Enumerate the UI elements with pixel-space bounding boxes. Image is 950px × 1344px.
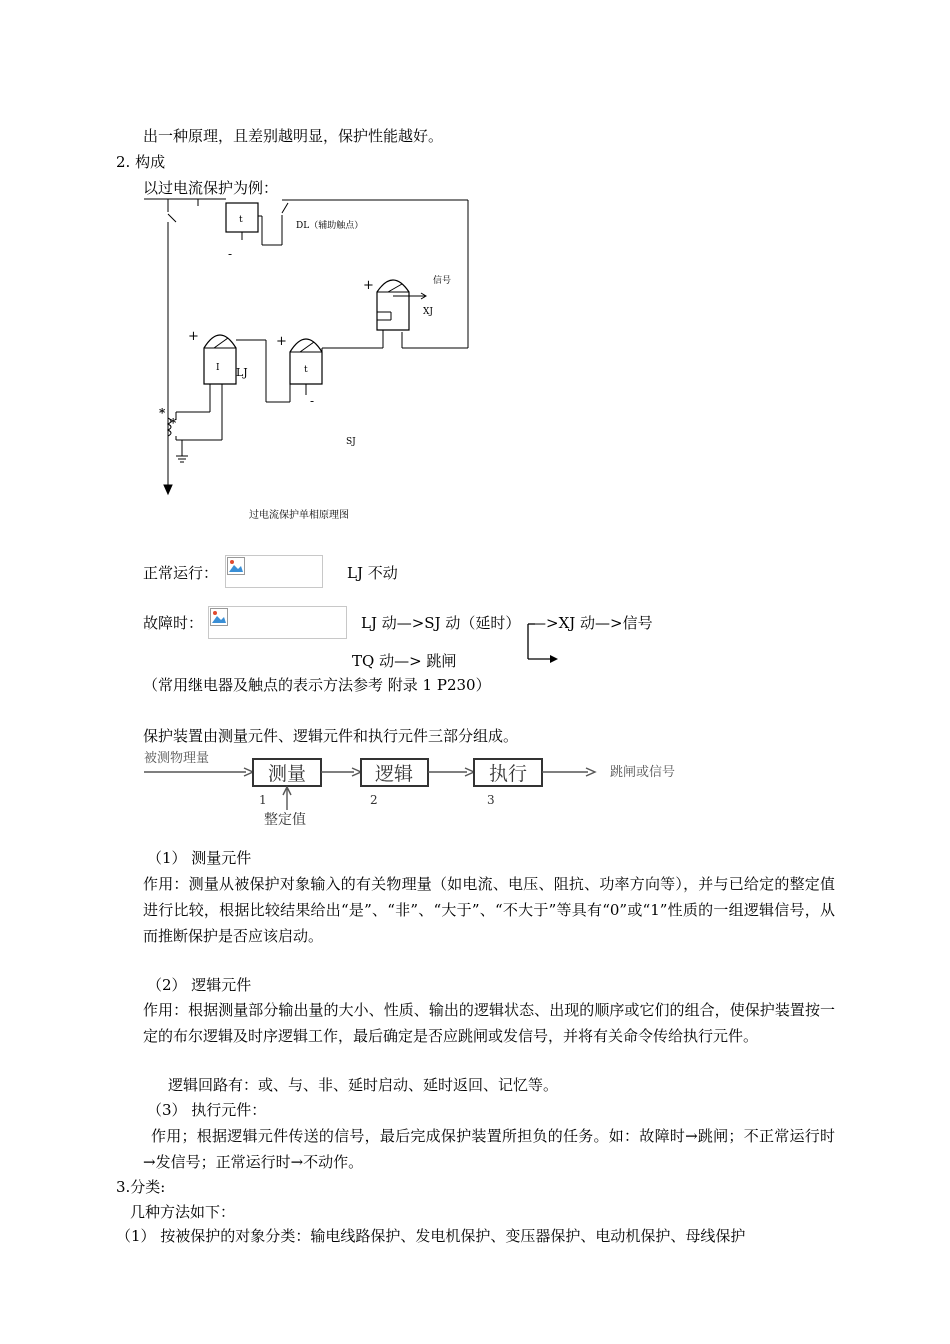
input-label: 被测物理量	[144, 751, 210, 766]
item-3-heading: （3） 执行元件：	[147, 1101, 267, 1119]
ct-star-2: *	[170, 416, 177, 430]
broken-image-icon	[227, 557, 245, 575]
plus-label-sj: +	[276, 334, 287, 349]
block-execute: 执行	[488, 763, 528, 785]
example-line: 以过电流保护为例：	[143, 179, 279, 197]
sj-label: SJ	[346, 437, 356, 447]
item-1-heading: （1） 测量元件	[147, 849, 252, 867]
output-label: 跳闸或信号	[610, 765, 676, 780]
setting-value-label: 整定值	[264, 812, 306, 828]
fault-chain: LJ 动—>SJ 动（延时）	[361, 614, 521, 632]
classification-item-1: （1） 按被保护的对象分类：输电线路保护、发电机保护、变压器保护、电动机保护、母线保护	[116, 1227, 746, 1245]
item-1-text: 作用：测量从被保护对象输入的有关物理量（如电流、电压、阻抗、功率方向等），并与已给定的整定值进行比较，根据比较结果给出“是”、“非”、“大于”、“不大于”等具有“0”或“1”性质的一组逻辑信号，从而推断保护是否应该启动。	[143, 875, 835, 945]
intro-line: 出一种原理，且差别越明显，保护性能越好。	[143, 127, 444, 145]
ct-star-1: *	[159, 406, 166, 420]
signal-label: 信号	[433, 276, 452, 286]
fault-label: 故障时：	[143, 614, 204, 632]
item-2-heading: （2） 逻辑元件	[147, 976, 252, 994]
fault-chain-2: —>XJ 动—>信号	[531, 614, 653, 632]
overcurrent-circuit-diagram	[130, 190, 490, 535]
logic-circuits-line: 逻辑回路有：或、与、非、延时启动、延时返回、记忆等。	[168, 1076, 559, 1094]
classification-methods: 几种方法如下：	[130, 1203, 236, 1221]
normal-op-label: 正常运行：	[143, 564, 219, 582]
tq-line: TQ 动—> 跳闸	[352, 652, 457, 670]
block-number-3: 3	[487, 793, 495, 807]
dl-label: DL（辅助触点）	[296, 221, 364, 231]
xj-label: XJ	[423, 307, 434, 317]
section-3-heading: 3.分类:	[116, 1178, 166, 1196]
reference-note: （常用继电器及触点的表示方法参考 附录 1 P230）	[143, 676, 491, 694]
circuit-caption: 过电流保护单相原理图	[249, 510, 349, 521]
fault-branch-arrow	[520, 618, 565, 668]
protection-block-diagram	[140, 744, 700, 830]
plus-label-xj: +	[363, 278, 374, 293]
block-measure: 测量	[267, 763, 307, 785]
t-label-top: t	[239, 215, 243, 225]
lj-label: LJ	[236, 366, 248, 379]
minus-label-sj: -	[310, 394, 315, 408]
i-label: I	[216, 363, 220, 373]
broken-image-icon	[210, 608, 228, 626]
fault-image-placeholder	[208, 606, 347, 639]
block-number-1: 1	[259, 793, 267, 807]
item-2-text: 作用：根据测量部分输出量的大小、性质、输出的逻辑状态、出现的顺序或它们的组合，使保护装置按一定的布尔逻辑及时序逻辑工作，最后确定是否应跳闸或发信号，并将有关命令传给执行元件。	[143, 1001, 835, 1045]
minus-label-top: -	[228, 247, 233, 261]
t-label-sj: t	[304, 365, 308, 375]
item-3-text: 作用；根据逻辑元件传送的信号，最后完成保护装置所担负的任务。如：故障时→跳闸；不正常运行时→发信号；正常运行时→不动作。	[143, 1127, 835, 1171]
normal-op-result: LJ 不动	[347, 564, 398, 582]
composition-line: 保护装置由测量元件、逻辑元件和执行元件三部分组成。	[143, 727, 519, 745]
block-logic: 逻辑	[374, 763, 414, 785]
block-number-2: 2	[370, 793, 378, 807]
section-2-heading: 2. 构成	[116, 153, 166, 171]
plus-label-lj: +	[188, 329, 199, 344]
normal-op-image-placeholder	[225, 555, 323, 588]
